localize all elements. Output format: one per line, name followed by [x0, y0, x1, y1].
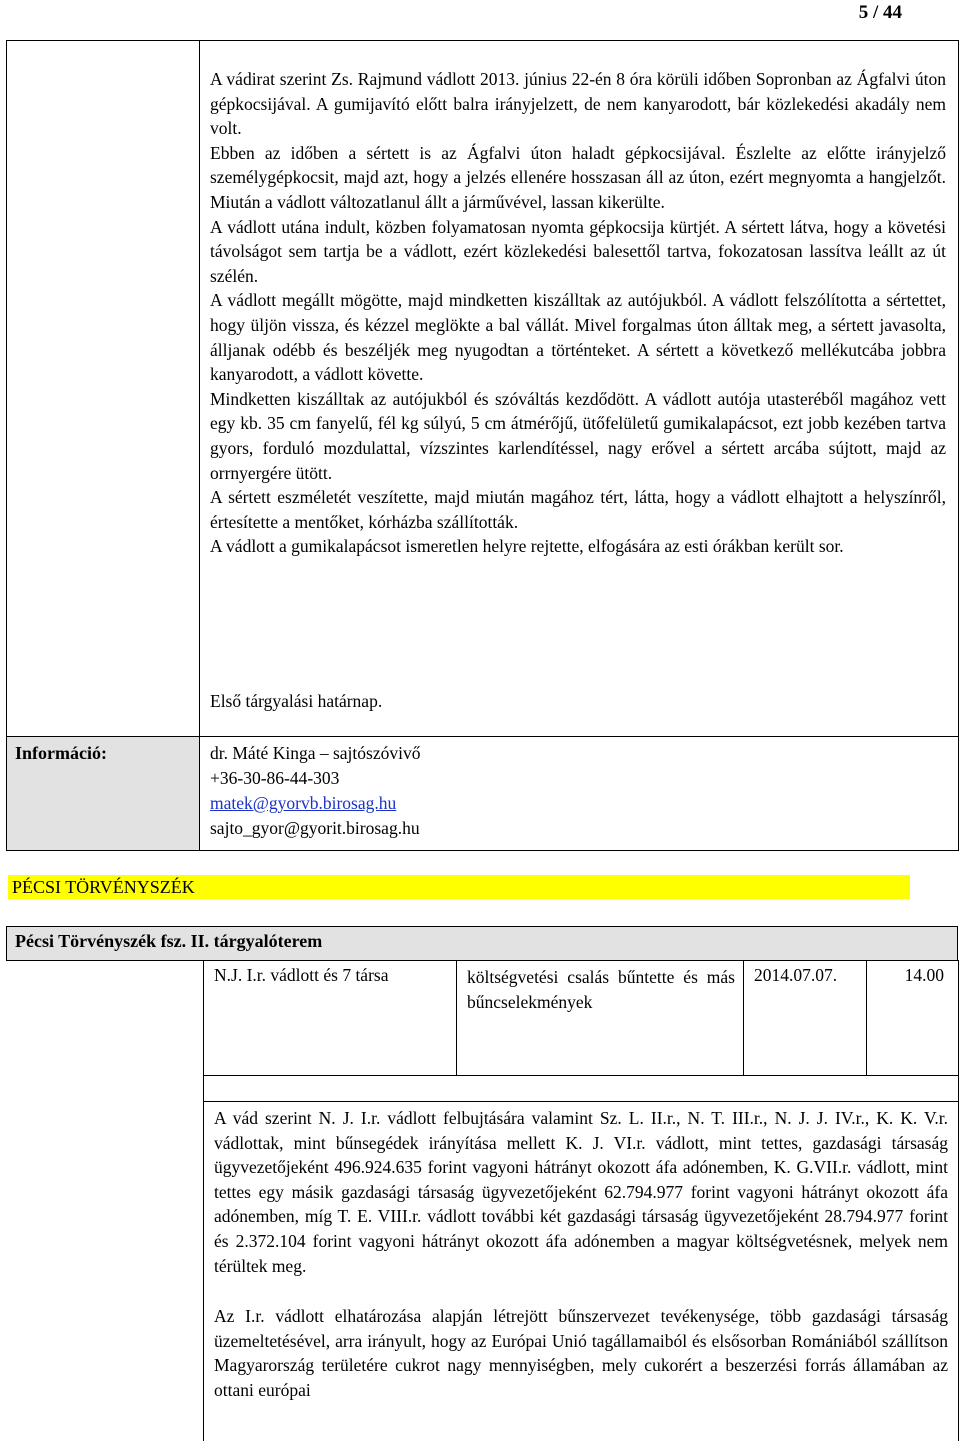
contact-email: sajto_gyor@gyorit.birosag.hu	[210, 818, 420, 838]
info-label: Információ:	[15, 743, 107, 763]
case2-date-cell	[743, 960, 867, 1076]
case1-paragraph: Ebben az időben a sértett is az Ágfalvi úton haladt gépkocsijával. Észlelte az előtte irányjelző személygépkocsit, majd azt, hogy a jelzés ellenére hosszasan áll az úton, ezért megnyomta a hangjelzőt. Miután a vádlott változatlanul állt a járművével, lassan kikerülte.	[210, 142, 946, 212]
case2-time: 14.00	[904, 965, 944, 985]
case1-left-cell	[6, 40, 200, 737]
case1-description-cell	[199, 40, 959, 737]
case1-paragraph: Mindketten kiszálltak az autójukból és szóváltás kezdődött. A vádlott autója utasteréből magához vett egy kb. 35 cm fanyelű, fél kg súlyú, 5 cm átmérőjű, ütőfelületű gumikalapácsot, ezt jobb kezében tartva gyors, forduló mozdulattal, vízszintes karlendítéssel, nagy erővel a sértett arcába sújtott, majd az orrnyergére ütött.	[210, 388, 946, 483]
email-link[interactable]: matek@gyorvb.birosag.hu	[210, 793, 397, 813]
case2-time-cell	[866, 960, 959, 1076]
case2-defendant-cell	[203, 960, 457, 1076]
case2-paragraph: A vád szerint N. J. I.r. vádlott felbujtására valamint Sz. L. II.r., N. T. III.r., N. J. J. IV.r., K. K. V.r. vádlottak, mint bűnsegédek irányítása mellett K. J. VI.r. vádlott, mint tettes, gazdasági társaság ügyvezetőjeként 496.924.635 forint vagyoni hátrányt okozott áfa adónemben, K. G.VII.r. vádlott, mint tettes egy másik gazdasági társaság ügyvezetőjeként 62.794.977 forint vagyoni hátrányt okozott áfa adónemben, míg T. E. VIII.r. vádlott további két gazdasági társaság ügyvezetőjeként 28.794.977 forint és 2.372.104 forint vagyoni hátrányt okozott áfa adónemben a magyar költségvetésnek, melyek nem térültek meg.	[214, 1108, 948, 1276]
case1-paragraph: A vádirat szerint Zs. Rajmund vádlott 2013. június 22-én 8 óra körüli időben Sopronban az Ágfalvi úton gépkocsijával. A gumijavító előtt balra irányjelzett, de nem kanyarodott, bár közlekedési akadály nem volt.	[210, 69, 946, 139]
contact-name: dr. Máté Kinga – sajtószóvivő	[210, 743, 421, 763]
hearing-note: Első tárgyalási határnap.	[210, 691, 383, 711]
case2-date: 2014.07.07.	[754, 965, 838, 985]
case1-paragraph: A sértett eszméletét veszítette, majd miután magához tért, látta, hogy a vádlott elhajtott a helyszínről, értesítette a mentőket, kórházba szállították.	[210, 487, 946, 532]
court-name-banner: PÉCSI TÖRVÉNYSZÉK	[8, 875, 910, 899]
case2-charge-cell	[456, 960, 744, 1076]
case2-description-cell	[203, 1101, 959, 1441]
case1-paragraph: A vádlott a gumikalapácsot ismeretlen helyre rejtette, elfogására az esti órákban került sor.	[210, 536, 844, 557]
info-label-cell	[6, 736, 200, 851]
case2-spacer-row	[203, 1075, 959, 1102]
case2-defendant: N.J. I.r. vádlott és 7 társa	[214, 965, 389, 985]
case2-paragraph: Az I.r. vádlott elhatározása alapján létrejött bűnszervezet tevékenysége, több gazdasági társaság üzemeltetésével, arra irányult, hogy az Európai Unió tagállamaiból és elsősorban Romániából szállítson Magyarország területére cukrot nagy mennyiségben, mely cukorért a beszerzési forrás államában az ottani európai	[214, 1306, 948, 1400]
contact-phone: +36-30-86-44-303	[210, 768, 340, 788]
case2-charge: költségvetési csalás bűntette és más bűncselekmények	[467, 967, 735, 1012]
case1-paragraph: A vádlott utána indult, közben folyamatosan nyomta gépkocsija kürtjét. A sértett látva, hogy a követési távolságot sem tartja be a vádlott, ezért közlekedési balesettől tartva, fokozatosan lassítva leállt az út szélén.	[210, 216, 946, 286]
room-header: Pécsi Törvényszék fsz. II. tárgyalóterem	[6, 926, 958, 961]
page-number: 5 / 44	[858, 2, 902, 23]
info-content-cell	[199, 736, 959, 851]
case1-paragraph: A vádlott megállt mögötte, majd mindketten kiszálltak az autójukból. A vádlott felszólította a sértettet, hogy üljön vissza, és kézzel meglökte a bal vállát. Mivel forgalmas úton álltak meg, a sértett javasolta, álljanak odébb és beszéljék meg nyugodtan a történteket. A sértett a következő mellékutcába jobbra kanyarodott, a vádlott követte.	[210, 290, 946, 385]
